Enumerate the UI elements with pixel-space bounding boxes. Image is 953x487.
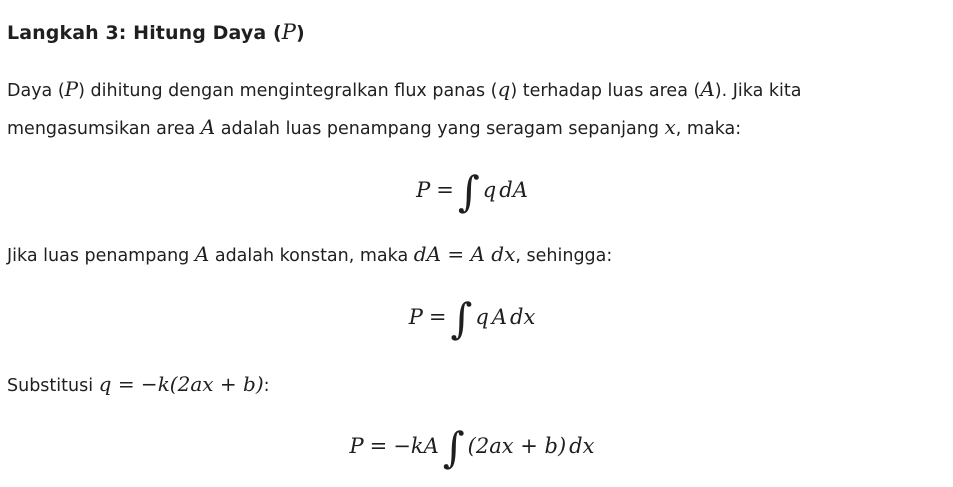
text-run: : xyxy=(263,376,270,396)
text-run: Jika luas penampang xyxy=(7,246,195,266)
text-run: ) dihitung dengan mengintegralkan flux panas ( xyxy=(78,81,498,101)
equation-power-substituted xyxy=(7,418,937,474)
text-run: Daya ( xyxy=(7,81,65,101)
paragraph-daya-intro xyxy=(7,71,801,147)
eq-lhs-p: P xyxy=(416,178,431,202)
heading-text: Langkah 3: Hitung Daya ( xyxy=(7,22,282,44)
heading-text-close: ) xyxy=(296,22,305,44)
math-symbol-q: q xyxy=(497,77,511,101)
math-symbol-x: x xyxy=(664,115,676,139)
text-run: ) terhadap luas area ( xyxy=(510,81,701,101)
eq-symbol-x: x xyxy=(523,305,536,329)
text-run: Substitusi xyxy=(7,376,99,396)
eq-lhs-p: P xyxy=(349,434,364,458)
integral-sign: ∫ xyxy=(450,294,473,343)
math-expr-adx: A dx xyxy=(470,242,516,266)
math-equals: = xyxy=(441,242,471,266)
text-run: ). Jika kita xyxy=(714,81,802,101)
eq-coefficient-ka: −kA xyxy=(393,434,439,458)
text-run: , sehingga: xyxy=(515,246,613,266)
equation-power-integral-dx xyxy=(7,289,937,345)
math-symbol-a: A xyxy=(200,115,216,139)
eq-lhs-p: P xyxy=(408,305,423,329)
eq-equals: = xyxy=(428,305,447,329)
math-symbol-a: A xyxy=(194,242,210,266)
eq-equals: = xyxy=(436,178,454,202)
eq-symbol-a: A xyxy=(491,305,507,329)
eq-symbol-x: x xyxy=(582,434,595,458)
paragraph-substitusi xyxy=(7,366,270,404)
eq-equals: = xyxy=(369,434,388,458)
eq-differential-d: d xyxy=(499,178,513,202)
math-expr-da: dA xyxy=(413,242,442,266)
math-symbol-p: P xyxy=(64,77,79,101)
paragraph-konstan xyxy=(7,236,612,274)
math-symbol-a: A xyxy=(700,77,715,101)
integral-sign: ∫ xyxy=(442,423,465,472)
text-run: adalah konstan, maka xyxy=(209,246,414,266)
math-expr-q-substitution: q = −k(2ax + b) xyxy=(98,372,264,396)
text-run: mengasumsikan area xyxy=(7,119,201,139)
heading-symbol-p: P xyxy=(281,20,296,44)
eq-symbol-q: q xyxy=(475,305,489,329)
eq-differential-d: d xyxy=(509,305,524,329)
text-run: , maka: xyxy=(675,119,742,139)
eq-integrand: (2ax + b) xyxy=(467,434,567,458)
eq-symbol-q: q xyxy=(482,178,497,202)
eq-differential-d: d xyxy=(569,434,583,458)
equation-power-integral-da xyxy=(7,162,937,218)
integral-sign: ∫ xyxy=(457,167,480,216)
eq-symbol-a: A xyxy=(512,178,528,202)
text-run: adalah luas penampang yang seragam sepanjang xyxy=(215,119,665,139)
step-heading xyxy=(7,20,305,44)
